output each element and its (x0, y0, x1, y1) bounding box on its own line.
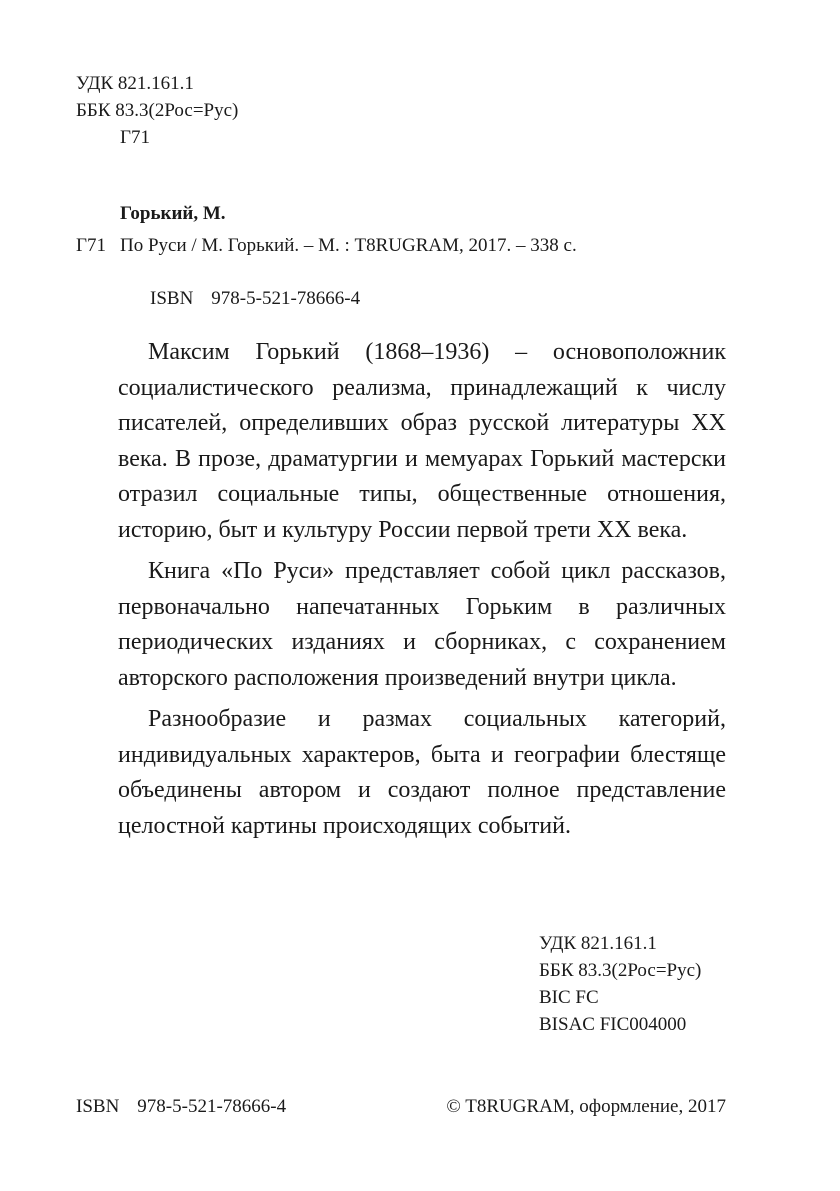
footer-isbn-value: 978-5-521-78666-4 (137, 1096, 287, 1117)
annotation (118, 335, 726, 850)
footer-isbn-label: ISBN (76, 1096, 120, 1117)
copyright-notice: © T8RUGRAM, оформление, 2017 (446, 1096, 726, 1117)
record-isbn-value: 978-5-521-78666-4 (211, 288, 361, 309)
footer-isbn (76, 1093, 286, 1120)
classification-codes (539, 930, 701, 1038)
classification-bisac: BISAC FIC004000 (539, 1014, 687, 1035)
record-catalog-code: Г71 (76, 235, 106, 256)
header-udk: УДК 821.161.1 (76, 73, 194, 94)
bibliographic-description: По Руси / М. Горький. – М. : T8RUGRAM, 2017. – 338 с. (120, 235, 577, 256)
classification-bic: BIC FC (539, 987, 599, 1008)
classification-bbk: ББК 83.3(2Рос=Рус) (539, 960, 702, 981)
header-bbk: ББК 83.3(2Рос=Рус) (76, 100, 239, 121)
classification-udk: УДК 821.161.1 (539, 933, 657, 954)
record-isbn-label: ISBN (150, 288, 194, 309)
annotation-paragraph-1: Максим Горький (1868–1936) – основоположник социалистического реализма, принадлежащий к числу писателей, определивших образ русской литературы ХХ века. В прозе, драматургии и мемуарах Горький мастерски отразил социальные типы, общественные отношения, историю, быт и культуру России первой трети ХХ века. (118, 339, 726, 543)
annotation-paragraph-3: Разнообразие и размах социальных категорий, индивидуальных характеров, быта и географии блестяще объединены автором и создают полное представление целостной картины происходящих событий. (118, 706, 726, 839)
header-codes (76, 70, 238, 151)
header-catalog-code: Г71 (120, 127, 150, 148)
annotation-paragraph-2: Книга «По Руси» представляет собой цикл рассказов, первоначально напечатанных Горьким в различных периодических изданиях и сборниках, с сохранением авторского расположения произведений внутри цикла. (118, 558, 726, 691)
record-isbn (150, 285, 360, 312)
author-name: Горький, М. (120, 203, 226, 224)
